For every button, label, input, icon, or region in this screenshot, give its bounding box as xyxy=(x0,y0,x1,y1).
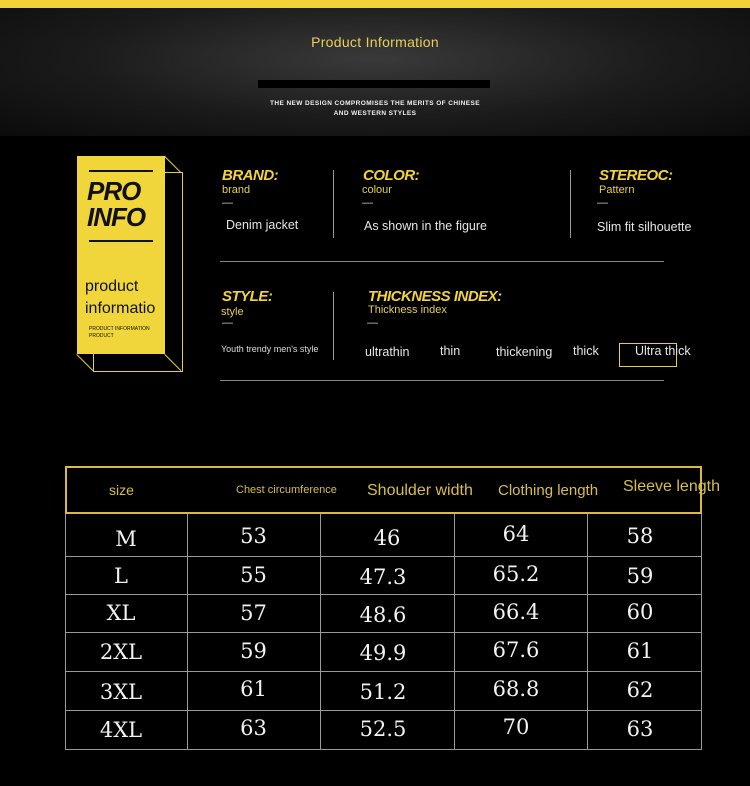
header-subtitle-line2: AND WESTERN STYLES xyxy=(333,110,417,117)
cell-chest: 61 xyxy=(240,677,267,701)
thickness-option-thick: thick xyxy=(573,344,599,358)
card-rule-bottom xyxy=(89,240,153,242)
card-subtitle-line1: product xyxy=(85,278,139,295)
header-sleeve: Sleeve length xyxy=(623,478,720,495)
stereo-sublabel: Pattern xyxy=(599,184,635,196)
cell-length: 70 xyxy=(502,715,530,739)
cell-sleeve: 59 xyxy=(626,564,654,588)
header-divider-bar xyxy=(258,80,490,88)
grid-line xyxy=(65,749,702,750)
color-value: As shown in the figure xyxy=(364,219,487,233)
cell-sleeve: 61 xyxy=(626,639,654,663)
stereo-dash: — xyxy=(597,197,608,209)
top-accent-bar xyxy=(0,0,750,8)
cell-sleeve: 58 xyxy=(626,524,654,548)
cell-length: 67.6 xyxy=(492,638,540,662)
cell-chest: 59 xyxy=(240,639,267,663)
cell-size: XL xyxy=(106,601,136,625)
cell-shoulder: 46 xyxy=(373,526,401,550)
cell-length: 68.8 xyxy=(492,677,540,701)
card-caption-line1: PRODUCT INFORMATION xyxy=(89,326,150,332)
cell-chest: 57 xyxy=(240,601,267,625)
cell-size: L xyxy=(114,564,128,588)
cell-chest: 53 xyxy=(240,524,267,548)
divider-vertical xyxy=(570,170,571,238)
brand-value: Denim jacket xyxy=(226,218,299,232)
cell-shoulder: 47.3 xyxy=(359,565,407,589)
cell-size: M xyxy=(115,527,137,551)
thickness-option-ultrathin: ultrathin xyxy=(365,345,410,359)
divider-vertical xyxy=(333,292,334,360)
card-title-line2: INFO xyxy=(87,202,146,232)
style-sublabel: style xyxy=(221,306,244,318)
cell-shoulder: 51.2 xyxy=(359,680,407,704)
thickness-option-ultra-thick: Ultra thick xyxy=(635,344,691,358)
card-edge-top xyxy=(164,156,181,173)
product-info-card xyxy=(77,156,165,354)
color-dash: — xyxy=(362,197,373,209)
thickness-option-thin: thin xyxy=(440,344,461,358)
card-subtitle-line2: informatio xyxy=(85,300,156,317)
color-sublabel: colour xyxy=(362,184,392,196)
thickness-option-thickening: thickening xyxy=(496,345,553,359)
header-title: Product Information xyxy=(311,34,439,50)
header-size: size xyxy=(109,482,134,498)
divider-horizontal xyxy=(220,380,664,381)
header-chest: Chest circumference xyxy=(236,484,337,496)
size-table-header xyxy=(65,466,720,514)
cell-length: 64 xyxy=(502,522,530,546)
cell-shoulder: 49.9 xyxy=(359,641,407,665)
cell-sleeve: 63 xyxy=(626,717,654,741)
thickness-sublabel: Thickness index xyxy=(368,304,447,316)
divider-vertical xyxy=(333,170,334,238)
card-caption-line2: PRODUCT xyxy=(89,333,114,339)
brand-sublabel: brand xyxy=(222,184,251,196)
card-subtitle xyxy=(85,276,155,320)
brand-dash: — xyxy=(222,197,233,209)
card-caption xyxy=(89,326,150,340)
style-label: STYLE: xyxy=(222,288,273,305)
cell-size: 4XL xyxy=(99,718,143,742)
card-title-line1: PRO xyxy=(87,176,141,206)
header-subtitle xyxy=(0,99,750,119)
style-dash: — xyxy=(222,317,233,329)
thickness-label: THICKNESS INDEX: xyxy=(368,288,502,305)
cell-chest: 63 xyxy=(240,716,267,740)
card-edge-left xyxy=(76,354,93,371)
cell-sleeve: 62 xyxy=(626,678,654,702)
cell-chest: 55 xyxy=(240,563,267,587)
stereo-value: Slim fit silhouette xyxy=(597,220,692,234)
header-banner xyxy=(0,8,750,136)
header-shoulder: Shoulder width xyxy=(367,482,473,499)
divider-horizontal xyxy=(220,261,664,262)
cell-length: 65.2 xyxy=(492,562,540,586)
brand-label: BRAND: xyxy=(222,167,279,184)
cell-size: 3XL xyxy=(99,680,143,704)
cell-size: 2XL xyxy=(99,640,143,664)
cell-shoulder: 48.6 xyxy=(359,603,407,627)
header-subtitle-line1: THE NEW DESIGN COMPROMISES THE MERITS OF CHINESE xyxy=(270,100,480,107)
stereo-label: STEREOC: xyxy=(599,167,673,184)
cell-length: 66.4 xyxy=(492,600,540,624)
card-rule-top xyxy=(89,170,153,172)
color-label: COLOR: xyxy=(363,167,420,184)
cell-sleeve: 60 xyxy=(626,600,654,624)
thickness-dash: — xyxy=(367,317,378,329)
card-title xyxy=(87,178,145,230)
style-value: Youth trendy men's style xyxy=(221,344,319,354)
header-length: Clothing length xyxy=(498,482,599,499)
cell-shoulder: 52.5 xyxy=(359,717,407,741)
